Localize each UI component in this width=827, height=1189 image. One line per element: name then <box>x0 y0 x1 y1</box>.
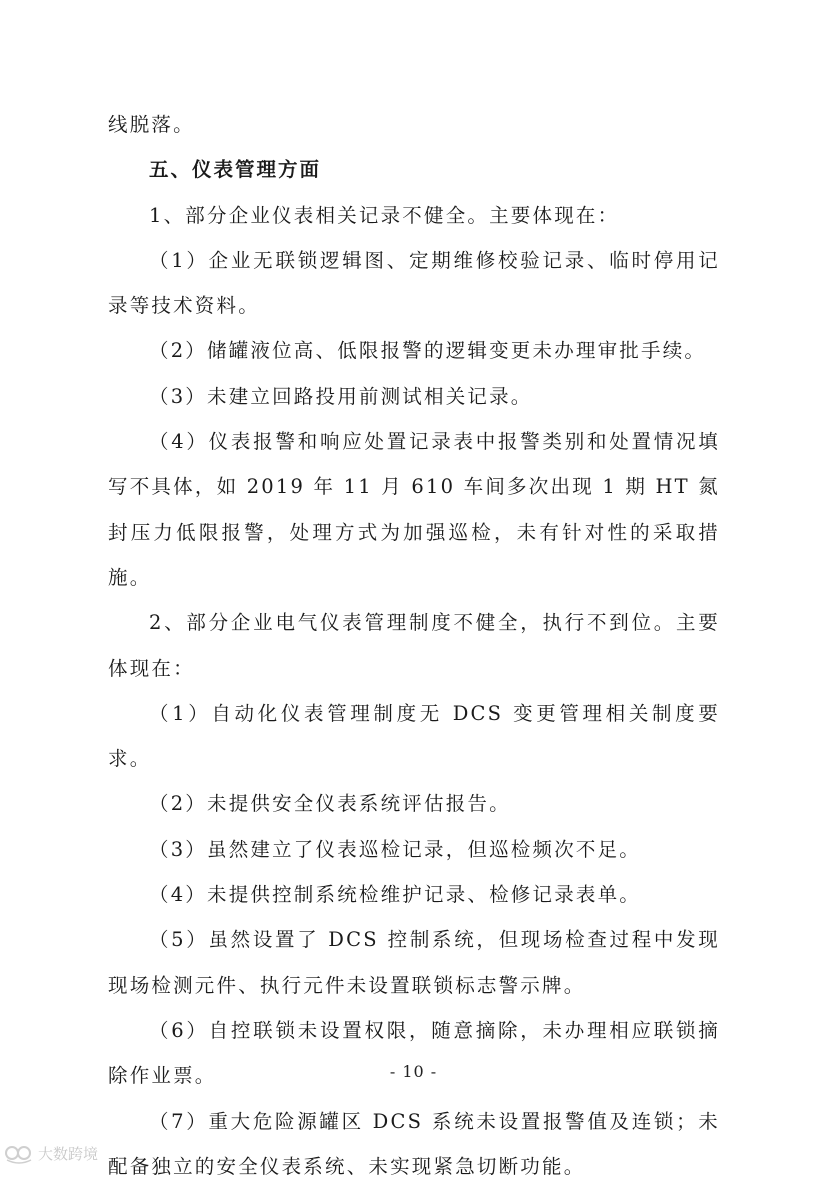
document-body <box>108 102 720 1189</box>
paragraph-item-2: 2、部分企业电气仪表管理制度不健全，执行不到位。主要体现在： <box>108 611 720 680</box>
paragraph-item-1-1: （1）企业无联锁逻辑图、定期维修校验记录、临时停用记录等技术资料。 <box>108 248 720 318</box>
paragraph-item-2-1: （1）自动化仪表管理制度无 DCS 变更管理相关制度要求。 <box>108 701 720 771</box>
paragraph-item-2-6: （6）自控联锁未设置权限，随意摘除，未办理相应联锁摘除作业票。 <box>108 1018 720 1088</box>
paragraph-item-1-3: （3）未建立回路投用前测试相关记录。 <box>149 384 533 408</box>
section-heading-instrument-management: 五、仪表管理方面 <box>149 158 322 182</box>
paragraph-item-2-3: （3）虽然建立了仪表巡检记录，但巡检频次不足。 <box>149 837 642 861</box>
paragraph-item-1-4: （4）仪表报警和响应处置记录表中报警类别和处置情况填写不具体，如 2019 年 11 月 610 车间多次出现 1 期 HT 氮封压力低限报警，处理方式为加强巡检，未有针对性的采取措施。 <box>108 430 720 589</box>
paragraph-item-2-5: （5）虽然设置了 DCS 控制系统，但现场检查过程中发现现场检测元件、执行元件未设置联锁标志警示牌。 <box>108 928 720 997</box>
paragraph-item-1-2: （2）储罐液位高、低限报警的逻辑变更未办理审批手续。 <box>149 339 707 363</box>
paragraph-item-2-7: （7）重大危险源罐区 DCS 系统未设置报警值及连锁；未配备独立的安全仪表系统、未实现紧急切断功能。 <box>108 1109 720 1178</box>
watermark-text: 大数跨境 <box>38 1144 99 1163</box>
paragraph-line-end: 线脱落。 <box>108 113 195 136</box>
page-number: - 10 - <box>389 1062 438 1081</box>
watermark <box>4 1142 98 1164</box>
paragraph-item-2-2: （2）未提供安全仪表系统评估报告。 <box>149 792 511 816</box>
paragraph-item-2-4: （4）未提供控制系统检维护记录、检修记录表单。 <box>149 883 642 907</box>
watermark-logo-icon <box>4 1142 34 1164</box>
paragraph-item-1: 1、部分企业仪表相关记录不健全。主要体现在： <box>149 203 620 227</box>
